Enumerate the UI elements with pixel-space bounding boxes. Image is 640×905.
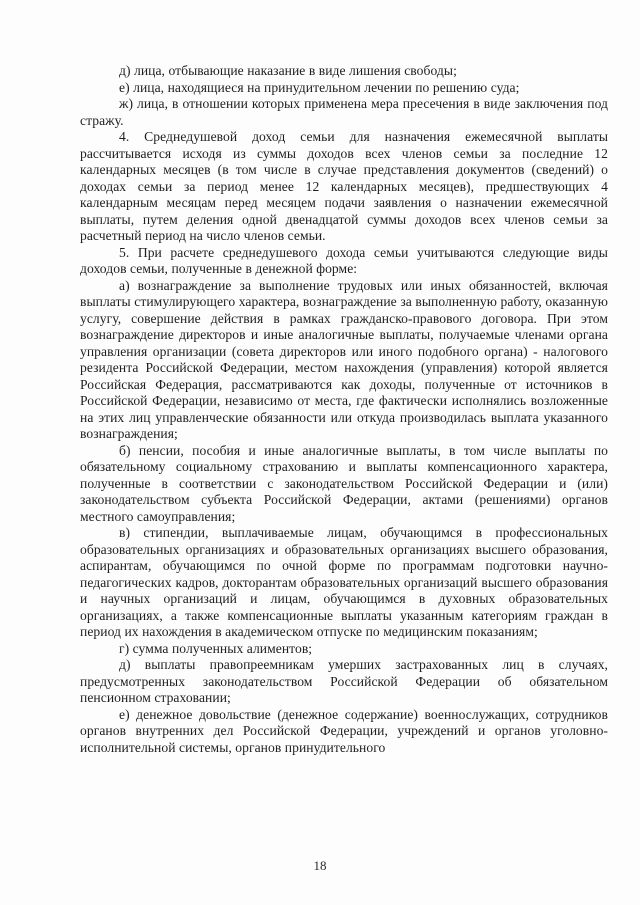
paragraph-5-income-types: 5. При расчете среднедушевого дохода семьи учитываются следующие виды доходов семьи, полученные в денежной форме:	[80, 244, 608, 276]
document-body	[80, 63, 608, 756]
paragraph-e-treatment: е) лица, находящиеся на принудительном лечении по решению суда;	[119, 79, 520, 95]
paragraph-b-pensions: б) пенсии, пособия и иные аналогичные выплаты, в том числе выплаты по обязательному социальному страхованию и выплаты компенсационного характера, полученные в соответствии с законодательством Российской Федерации и (или) законодательством субъекта Российской Федерации, актами (решениями) органов местного самоуправления;	[80, 442, 608, 524]
paragraph-e-allowance: е) денежное довольствие (денежное содержание) военнослужащих, сотрудников органов внутренних дел Российской Федерации, учреждений и органов уголовно-исполнительной системы, органов принудительного	[80, 706, 608, 755]
paragraph-g-alimony: г) сумма полученных алиментов;	[119, 640, 313, 656]
paragraph-d-prisoners: д) лица, отбывающие наказание в виде лишения свободы;	[119, 63, 457, 78]
paragraph-zh-custody: ж) лица, в отношении которых применена мера пресечения в виде заключения под стражу.	[80, 96, 608, 128]
paragraph-v-stipends: в) стипендии, выплачиваемые лицам, обучающимся в профессиональных образовательных организациях и образовательных организациях высшего образования, аспирантам, обучающимся по очной форме по программам подготовки научно-педагогических кадров, докторантам образовательных организаций высшего образования и научных организаций и лицам, обучающимся в духовных образовательных организациях, а также компенсационные выплаты указанным категориям граждан в период их нахождения в академическом отпуске по медицинским показаниям;	[80, 525, 608, 639]
paragraph-4-income-calculation: 4. Среднедушевой доход семьи для назначения ежемесячной выплаты рассчитывается исходя из суммы доходов всех членов семьи за последние 12 календарных месяцев (в том числе в случае представления документов (сведений) о доходах семьи за период менее 12 календарных месяцев), предшествующих 4 календарным месяцам перед месяцем подачи заявления о назначении ежемесячной выплаты, путем деления одной двенадцатой суммы доходов всех членов семьи за расчетный период на число членов семьи.	[80, 129, 608, 243]
paragraph-d-successors: д) выплаты правопреемникам умерших застрахованных лиц в случаях, предусмотренных законодательством Российской Федерации об обязательном пенсионном страховании;	[80, 657, 608, 705]
paragraph-a-remuneration: а) вознаграждение за выполнение трудовых или иных обязанностей, включая выплаты стимулирующего характера, вознаграждение за выполненную работу, оказанную услугу, совершение действия в рамках гражданско-правового договора. При этом вознаграждение директоров и иные аналогичные выплаты, получаемые членами органа управления организации (совета директоров или иного подобного органа) - налогового резидента Российской Федерации, местом нахождения (управления) которой является Российская Федерация, рассматриваются как доходы, полученные от источников в Российской Федерации, независимо от места, где фактически исполнялись возложенные на этих лиц управленческие обязанности или откуда производилась выплата указанного вознаграждения;	[80, 277, 608, 441]
page-number: 18	[313, 858, 327, 873]
